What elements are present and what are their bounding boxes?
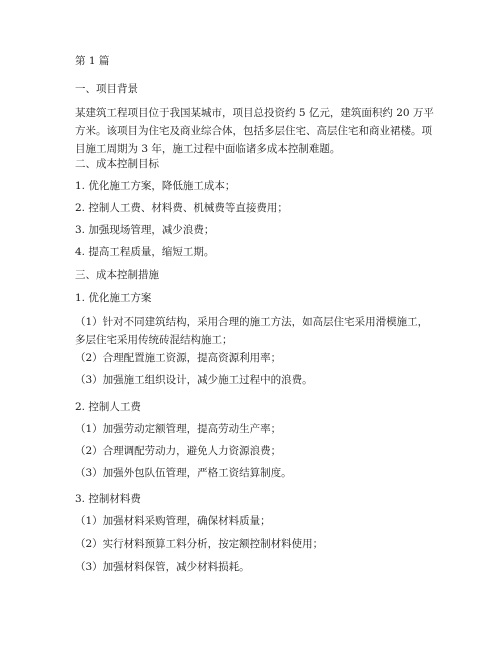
- plan-item-1: （1）针对不同建筑结构，采用合理的施工方法，如高层住宅采用滑模施工，多层住宅采用传统砖混结构施工；: [75, 316, 429, 346]
- goal-item-4: 4. 提高工程质量，缩短工期。: [75, 246, 215, 258]
- materials-item-1: （1）加强材料采购管理，确保材料质量；: [75, 515, 271, 527]
- background-paragraph: 某建筑工程项目位于我国某城市，项目总投资约 5 亿元，建筑面积约 20 万平方米。该项目为住宅及商业综合体，包括多层住宅、高层住宅和商业裙楼。项目施工周期为 3 年，施工过程中面临诸多成本控制难题。: [75, 107, 434, 155]
- goal-item-1: 1. 优化施工方案，降低施工成本；: [75, 180, 236, 192]
- materials-item-2: （2）实行材料预算工料分析，按定额控制材料使用；: [75, 538, 324, 550]
- plan-item-2: （2）合理配置施工资源，提高资源利用率；: [75, 352, 282, 364]
- section-heading-goals: 二、成本控制目标: [75, 158, 159, 170]
- part-title: 第 1 篇: [75, 55, 110, 67]
- labor-item-3: （3）加强外包队伍管理，严格工资结算制度。: [75, 467, 292, 479]
- labor-item-2: （2）合理调配劳动力，避免人力资源浪费；: [75, 445, 282, 457]
- goal-item-3: 3. 加强现场管理，减少浪费；: [75, 224, 215, 236]
- materials-item-3: （3）加强材料保管，减少材料损耗。: [75, 561, 250, 573]
- goal-item-2: 2. 控制人工费、材料费、机械费等直接费用；: [75, 202, 288, 214]
- subsection-title-plan: 1. 优化施工方案: [75, 292, 152, 304]
- section-heading-measures: 三、成本控制措施: [75, 269, 159, 281]
- subsection-title-labor: 2. 控制人工费: [75, 401, 141, 413]
- subsection-title-materials: 3. 控制材料费: [75, 493, 141, 505]
- labor-item-1: （1）加强劳动定额管理，提高劳动生产率；: [75, 423, 282, 435]
- plan-item-3: （3）加强施工组织设计，减少施工过程中的浪费。: [75, 374, 313, 386]
- section-heading-background: 一、项目背景: [75, 83, 138, 95]
